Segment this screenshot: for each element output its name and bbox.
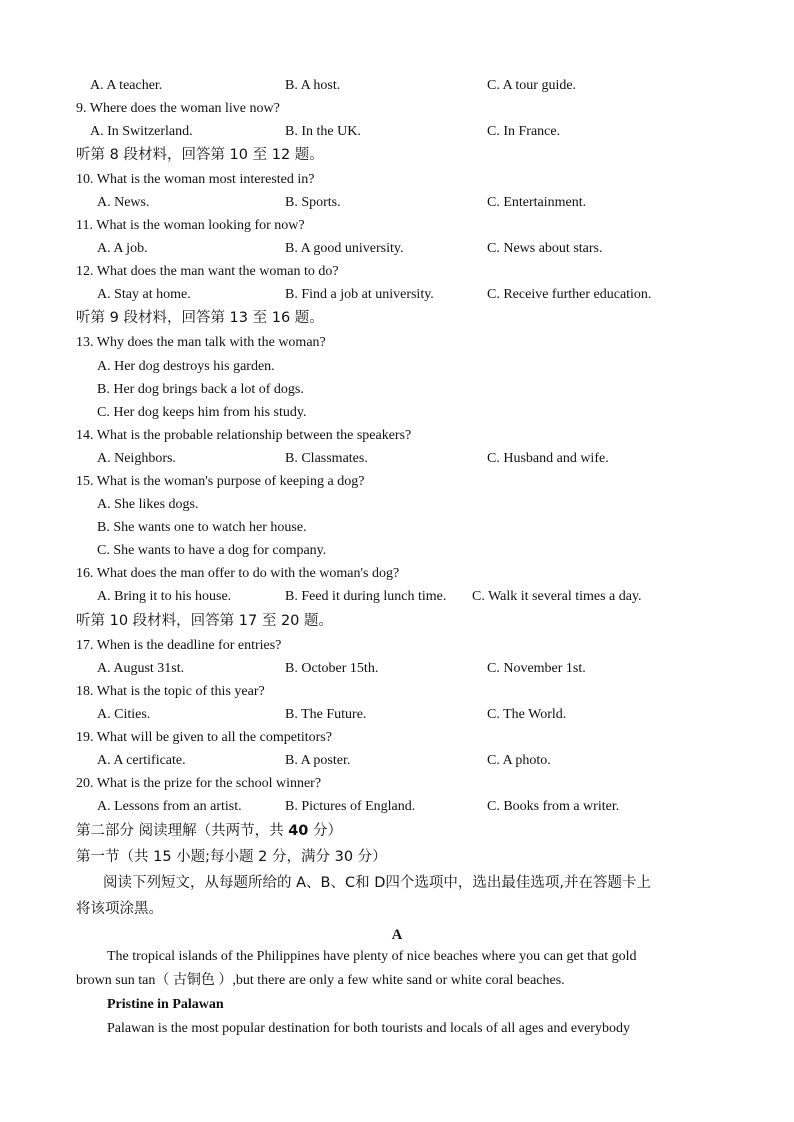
q15-option-c: C. She wants to have a dog for company. xyxy=(97,543,327,558)
q12-option-a: A. Stay at home. xyxy=(97,287,191,302)
passage-paragraph-1-line-1: The tropical islands of the Philippines have plenty of nice beaches where you can get that gold xyxy=(107,949,637,964)
q15-question: 15. What is the woman's purpose of keeping a dog? xyxy=(76,474,365,489)
section-10-heading: 听第 10 段材料，回答第 17 至 20 题。 xyxy=(76,613,334,629)
q14-option-a: A. Neighbors. xyxy=(97,451,176,466)
q20-question: 20. What is the prize for the school winner? xyxy=(76,776,322,791)
q10-option-a: A. News. xyxy=(97,195,150,210)
q8-option-a: A. A teacher. xyxy=(90,78,163,93)
q12-option-c: C. Receive further education. xyxy=(487,287,652,302)
passage-label: A xyxy=(391,927,403,943)
q16-option-c: C. Walk it several times a day. xyxy=(472,589,642,604)
section-8-heading: 听第 8 段材料，回答第 10 至 12 题。 xyxy=(76,147,324,163)
q11-option-b: B. A good university. xyxy=(285,241,404,256)
passage-paragraph-1-line-2: brown sun tan（ 古铜色 ）,but there are only a few white sand or white coral beaches. xyxy=(76,973,565,988)
part-2-title xyxy=(76,821,342,841)
instruction-line-2: 将该项涂黑。 xyxy=(76,901,163,917)
q13-option-a: A. Her dog destroys his garden. xyxy=(97,359,275,374)
section-9-heading: 听第 9 段材料，回答第 13 至 16 题。 xyxy=(76,310,324,326)
q20-option-c: C. Books from a writer. xyxy=(487,799,620,814)
q16-question: 16. What does the man offer to do with the woman's dog? xyxy=(76,566,400,581)
q16-option-b: B. Feed it during lunch time. xyxy=(285,589,447,604)
q13-option-c: C. Her dog keeps him from his study. xyxy=(97,405,307,420)
q17-option-a: A. August 31st. xyxy=(97,661,185,676)
q18-option-c: C. The World. xyxy=(487,707,567,722)
instruction-line-1: 阅读下列短文，从每题所给的 A、B、C和 D四个选项中，选出最佳选项,并在答题卡上 xyxy=(103,875,651,891)
q20-option-a: A. Lessons from an artist. xyxy=(97,799,242,814)
q12-question: 12. What does the man want the woman to do? xyxy=(76,264,339,279)
q9-question: 9. Where does the woman live now? xyxy=(76,101,280,116)
part-2-score: 40 xyxy=(288,823,309,839)
q13-option-b: B. Her dog brings back a lot of dogs. xyxy=(97,382,304,397)
q9-option-c: C. In France. xyxy=(487,124,561,139)
q13-question: 13. Why does the man talk with the woman? xyxy=(76,335,326,350)
q20-option-b: B. Pictures of England. xyxy=(285,799,416,814)
q8-option-c: C. A tour guide. xyxy=(487,78,577,93)
q11-option-a: A. A job. xyxy=(97,241,148,256)
q19-option-c: C. A photo. xyxy=(487,753,551,768)
q17-question: 17. When is the deadline for entries? xyxy=(76,638,282,653)
q14-question: 14. What is the probable relationship between the speakers? xyxy=(76,428,412,443)
q11-question: 11. What is the woman looking for now? xyxy=(76,218,305,233)
q19-option-a: A. A certificate. xyxy=(97,753,186,768)
q10-question: 10. What is the woman most interested in? xyxy=(76,172,315,187)
q19-question: 19. What will be given to all the competitors? xyxy=(76,730,332,745)
q15-option-a: A. She likes dogs. xyxy=(97,497,199,512)
q10-option-c: C. Entertainment. xyxy=(487,195,587,210)
q9-option-a: A. In Switzerland. xyxy=(90,124,193,139)
q15-option-b: B. She wants one to watch her house. xyxy=(97,520,307,535)
q18-option-b: B. The Future. xyxy=(285,707,367,722)
q11-option-c: C. News about stars. xyxy=(487,241,603,256)
q17-option-c: C. November 1st. xyxy=(487,661,586,676)
q12-option-b: B. Find a job at university. xyxy=(285,287,434,302)
passage-paragraph-2-line-1: Palawan is the most popular destination for both tourists and locals of all ages and everybody xyxy=(107,1021,630,1036)
q9-option-b: B. In the UK. xyxy=(285,124,361,139)
q19-option-b: B. A poster. xyxy=(285,753,351,768)
q18-option-a: A. Cities. xyxy=(97,707,151,722)
section-1-title: 第一节（共 15 小题;每小题 2 分，满分 30 分） xyxy=(76,849,387,865)
part-2-title-close: 分） xyxy=(308,823,343,839)
q17-option-b: B. October 15th. xyxy=(285,661,379,676)
q14-option-c: C. Husband and wife. xyxy=(487,451,609,466)
q8-option-b: B. A host. xyxy=(285,78,341,93)
q16-option-a: A. Bring it to his house. xyxy=(97,589,232,604)
passage-subheading: Pristine in Palawan xyxy=(107,997,224,1012)
q14-option-b: B. Classmates. xyxy=(285,451,368,466)
part-2-title-text: 第二部分 阅读理解（共两节，共 xyxy=(76,823,289,839)
q18-question: 18. What is the topic of this year? xyxy=(76,684,265,699)
q10-option-b: B. Sports. xyxy=(285,195,341,210)
